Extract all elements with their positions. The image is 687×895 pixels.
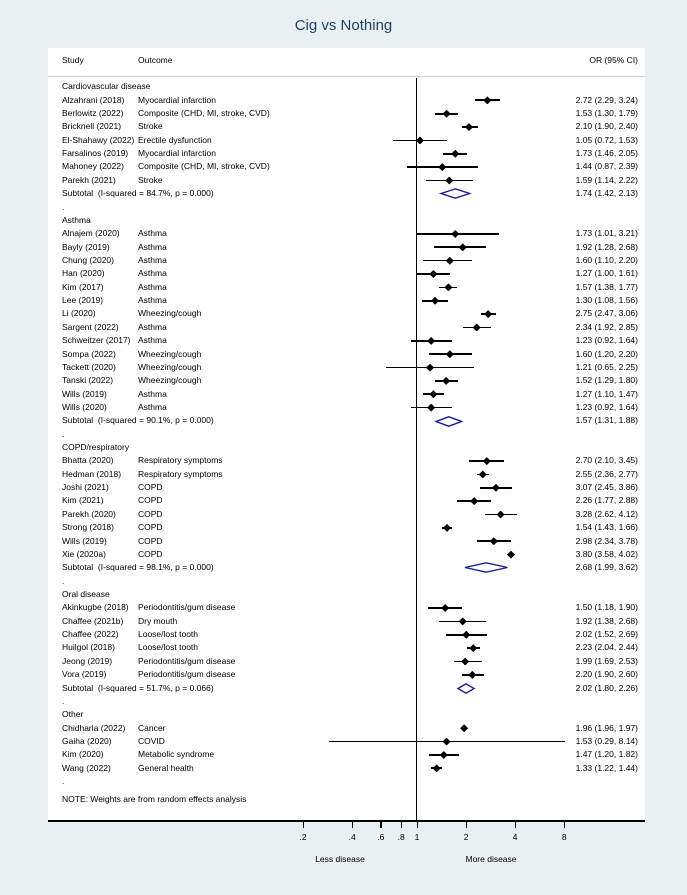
or-value: 1.23 (0.92, 1.64) <box>575 401 638 412</box>
study-row <box>48 107 645 120</box>
outcome-label: Myocardial infarction <box>138 94 216 105</box>
study-row <box>48 241 645 254</box>
point-estimate-marker <box>507 551 515 559</box>
outcome-label: COPD <box>138 482 163 493</box>
point-estimate-marker <box>429 390 437 398</box>
subtotal-label: Subtotal (I-squared = 98.1%, p = 0.000) <box>62 562 214 573</box>
study-row <box>48 348 645 361</box>
outcome-label: Wheezing/cough <box>138 361 202 372</box>
chart-title: Cig vs Nothing <box>294 17 393 34</box>
point-estimate-marker <box>451 230 459 238</box>
point-estimate-marker <box>479 470 487 478</box>
outcome-label: Periodontitis/gum disease <box>138 602 236 613</box>
point-estimate-marker <box>465 123 473 131</box>
study-row <box>48 334 645 347</box>
study-row <box>48 227 645 240</box>
study-row <box>48 628 645 641</box>
study-label: Tanski (2022) <box>62 375 114 386</box>
study-label: Tackett (2020) <box>62 361 116 372</box>
point-estimate-marker <box>427 337 435 345</box>
study-label: Chaffee (2021b) <box>62 615 124 626</box>
subtotal-label: Subtotal (I-squared = 51.7%, p = 0.066) <box>62 682 214 693</box>
study-row <box>48 615 645 628</box>
plot-area <box>48 48 645 822</box>
study-label: Joshi (2021) <box>62 482 109 493</box>
or-value: 1.23 (0.92, 1.64) <box>575 335 638 346</box>
separator-dot: . <box>62 201 65 212</box>
point-estimate-marker <box>470 497 478 505</box>
section-row <box>48 80 645 93</box>
point-estimate-marker <box>433 764 441 772</box>
or-value: 1.60 (1.10, 2.20) <box>575 255 638 265</box>
point-estimate-marker <box>497 511 505 519</box>
outcome-label: COPD <box>138 548 163 559</box>
outcome-label: Asthma <box>138 241 167 252</box>
study-row <box>48 401 645 414</box>
study-label: Farsalinos (2019) <box>62 148 129 159</box>
study-label: Wills (2019) <box>62 535 107 546</box>
study-label: Huilgol (2018) <box>62 642 115 653</box>
point-estimate-marker <box>431 297 439 305</box>
or-value: 2.98 (2.34, 3.78) <box>575 535 638 546</box>
study-label: Schweitzer (2017) <box>62 335 131 346</box>
point-estimate-marker <box>443 524 451 532</box>
or-value: 1.05 (0.72, 1.53) <box>575 134 638 145</box>
study-row <box>48 321 645 334</box>
point-estimate-marker <box>429 270 437 278</box>
dot-row <box>48 428 645 441</box>
point-estimate-marker <box>443 110 451 118</box>
study-label: Alnajem (2020) <box>62 228 120 239</box>
point-estimate-marker <box>468 671 476 679</box>
point-estimate-marker <box>440 751 448 759</box>
or-value: 2.20 (1.90, 2.60) <box>575 669 638 680</box>
point-estimate-marker <box>459 617 467 625</box>
or-value: 1.27 (1.00, 1.61) <box>575 268 638 279</box>
study-row <box>48 307 645 320</box>
x-axis-tick <box>564 822 565 828</box>
outcome-label: Asthma <box>138 401 167 412</box>
section-label: COPD/respiratory <box>62 442 130 453</box>
section-row <box>48 441 645 454</box>
point-estimate-marker <box>441 604 449 612</box>
point-estimate-marker <box>492 484 500 492</box>
or-value: 1.60 (1.20, 2.20) <box>575 348 638 359</box>
subtotal-label: Subtotal (I-squared = 90.1%, p = 0.000) <box>62 415 214 426</box>
study-label: Wills (2019) <box>62 388 107 399</box>
or-value: 1.53 (0.29, 8.14) <box>575 735 638 746</box>
study-row <box>48 134 645 147</box>
study-label: Bricknell (2021) <box>62 121 122 132</box>
outcome-label: COVID <box>138 735 165 746</box>
outcome-label: Asthma <box>138 295 167 306</box>
outcome-label: Metabolic syndrome <box>138 749 215 760</box>
study-label: Akinkugbe (2018) <box>62 602 129 613</box>
or-value: 1.57 (1.31, 1.88) <box>575 415 638 426</box>
section-label: Asthma <box>62 214 91 225</box>
x-axis-label-left: Less disease <box>315 854 365 864</box>
or-value: 1.30 (1.08, 1.56) <box>575 295 638 306</box>
study-row <box>48 668 645 681</box>
header-divider <box>48 76 645 77</box>
study-label: Wang (2022) <box>62 762 111 773</box>
study-label: Parekh (2020) <box>62 508 116 519</box>
dot-row <box>48 201 645 214</box>
point-estimate-marker <box>446 257 454 265</box>
study-label: Lee (2019) <box>62 295 104 306</box>
study-row <box>48 120 645 133</box>
point-estimate-marker <box>462 631 470 639</box>
or-value: 2.68 (1.99, 3.62) <box>575 562 638 573</box>
study-label: Wills (2020) <box>62 401 107 412</box>
point-estimate-marker <box>446 350 454 358</box>
study-row <box>48 94 645 107</box>
study-label: Jeong (2019) <box>62 655 113 666</box>
subtotal-row <box>48 682 645 695</box>
study-label: Li (2020) <box>62 308 96 319</box>
study-row <box>48 601 645 614</box>
or-value: 1.57 (1.38, 1.77) <box>575 281 638 292</box>
x-axis-tick-label: .4 <box>348 832 356 842</box>
study-row <box>48 655 645 668</box>
point-estimate-marker <box>426 364 434 372</box>
study-row <box>48 548 645 561</box>
study-row <box>48 641 645 654</box>
or-value: 3.28 (2.62, 4.12) <box>575 508 638 519</box>
study-row <box>48 481 645 494</box>
study-row <box>48 388 645 401</box>
outcome-label: Cancer <box>138 722 166 733</box>
point-estimate-marker <box>445 177 453 185</box>
section-row <box>48 708 645 721</box>
column-header-or: OR (95% CI) <box>589 55 638 65</box>
x-axis-tick-label: .8 <box>397 832 405 842</box>
or-value: 1.92 (1.28, 2.68) <box>575 241 638 252</box>
study-label: Strong (2018) <box>62 522 114 533</box>
x-axis-tick-label: 2 <box>463 832 469 842</box>
study-row <box>48 735 645 748</box>
or-value: 2.55 (2.36, 2.77) <box>575 468 638 479</box>
study-label: Kim (2020) <box>62 749 104 760</box>
study-row <box>48 254 645 267</box>
outcome-label: Asthma <box>138 335 167 346</box>
subtotal-diamond <box>434 416 464 427</box>
section-label: Other <box>62 709 84 720</box>
point-estimate-marker <box>469 644 477 652</box>
outcome-label: COPD <box>138 508 163 519</box>
study-row <box>48 521 645 534</box>
section-row <box>48 214 645 227</box>
outcome-label: General health <box>138 762 194 773</box>
subtotal-row <box>48 561 645 574</box>
study-label: Chidharla (2022) <box>62 722 126 733</box>
study-row <box>48 468 645 481</box>
study-row <box>48 147 645 160</box>
x-axis-tick-label: 4 <box>512 832 518 842</box>
point-estimate-marker <box>483 96 491 104</box>
point-estimate-marker <box>460 724 468 732</box>
outcome-label: Wheezing/cough <box>138 348 202 359</box>
section-label: Cardiovascular disease <box>62 81 151 92</box>
outcome-label: Asthma <box>138 388 167 399</box>
outcome-label: Myocardial infarction <box>138 148 216 159</box>
study-label: Mahoney (2022) <box>62 161 124 172</box>
analysis-note: NOTE: Weights are from random effects analysis <box>62 794 247 804</box>
point-estimate-marker <box>490 537 498 545</box>
or-value: 2.26 (1.77, 2.88) <box>575 495 638 506</box>
or-value: 1.53 (1.30, 1.79) <box>575 108 638 119</box>
separator-dot: . <box>62 575 65 586</box>
dot-row <box>48 695 645 708</box>
outcome-label: COPD <box>138 535 163 546</box>
point-estimate-marker <box>438 163 446 171</box>
outcome-label: Asthma <box>138 268 167 279</box>
outcome-label: Periodontitis/gum disease <box>138 655 236 666</box>
outcome-label: Stroke <box>138 174 163 185</box>
outcome-label: Asthma <box>138 321 167 332</box>
point-estimate-marker <box>451 150 459 158</box>
study-label: Hedman (2018) <box>62 468 122 479</box>
outcome-label: Respiratory symptoms <box>138 455 223 466</box>
x-axis-tick <box>380 822 381 828</box>
x-axis-tick-label: .2 <box>299 832 307 842</box>
x-axis-label-right: More disease <box>465 854 517 864</box>
or-value: 1.50 (1.18, 1.90) <box>575 602 638 613</box>
or-value: 3.80 (3.58, 4.02) <box>575 548 638 559</box>
study-row <box>48 160 645 173</box>
or-value: 2.23 (2.04, 2.44) <box>575 642 638 653</box>
point-estimate-marker <box>416 136 424 144</box>
study-label: Sargent (2022) <box>62 321 119 332</box>
section-label: Oral disease <box>62 589 110 599</box>
study-label: Bayly (2019) <box>62 241 110 252</box>
or-value: 1.44 (0.87, 2.39) <box>575 161 638 172</box>
separator-dot: . <box>62 428 65 439</box>
or-value: 3.07 (2.45, 3.86) <box>575 482 638 493</box>
or-value: 1.92 (1.38, 2.68) <box>575 615 638 626</box>
outcome-label: Wheezing/cough <box>138 308 202 319</box>
separator-dot: . <box>62 776 65 787</box>
column-header-study: Study <box>62 55 84 65</box>
study-label: Berlowitz (2022) <box>62 108 124 119</box>
outcome-label: Composite (CHD, MI, stroke, CVD) <box>138 161 270 172</box>
study-row <box>48 267 645 280</box>
or-value: 2.75 (2.47, 3.06) <box>575 308 638 319</box>
study-label: Vora (2019) <box>62 669 107 680</box>
study-label: Han (2020) <box>62 268 105 279</box>
outcome-label: Asthma <box>138 228 167 239</box>
study-label: Chung (2020) <box>62 255 114 265</box>
or-value: 1.73 (1.46, 2.05) <box>575 148 638 159</box>
outcome-label: Wheezing/cough <box>138 375 202 386</box>
x-axis-tick <box>401 822 402 828</box>
column-header-outcome: Outcome <box>138 55 173 65</box>
x-axis-tick <box>466 822 467 828</box>
x-axis-tick <box>515 822 516 828</box>
subtotal-diamond <box>463 562 509 573</box>
x-axis <box>48 822 645 894</box>
or-value: 2.72 (2.29, 3.24) <box>575 94 638 105</box>
study-row <box>48 748 645 761</box>
study-label: Bhatta (2020) <box>62 455 114 466</box>
study-row <box>48 722 645 735</box>
or-value: 1.33 (1.22, 1.44) <box>575 762 638 773</box>
dot-row <box>48 775 645 788</box>
study-label: Gaiha (2020) <box>62 735 112 746</box>
x-axis-tick <box>417 822 418 828</box>
subtotal-diamond <box>456 683 476 694</box>
x-axis-tick <box>303 822 304 828</box>
dot-row <box>48 575 645 588</box>
point-estimate-marker <box>459 243 467 251</box>
study-row <box>48 174 645 187</box>
study-row <box>48 294 645 307</box>
point-estimate-marker <box>442 377 450 385</box>
or-value: 1.47 (1.20, 1.82) <box>575 749 638 760</box>
or-value: 1.73 (1.01, 3.21) <box>575 228 638 239</box>
study-row <box>48 281 645 294</box>
outcome-label: Loose/lost tooth <box>138 642 199 653</box>
x-axis-tick-label: 8 <box>561 832 567 842</box>
study-row <box>48 494 645 507</box>
or-value: 2.02 (1.52, 2.69) <box>575 629 638 640</box>
study-label: Chaffee (2022) <box>62 629 119 640</box>
or-value: 1.54 (1.43, 1.66) <box>575 522 638 533</box>
subtotal-row <box>48 187 645 200</box>
study-row <box>48 454 645 467</box>
study-row <box>48 361 645 374</box>
or-value: 2.10 (1.90, 2.40) <box>575 121 638 132</box>
subtotal-label: Subtotal (I-squared = 84.7%, p = 0.000) <box>62 188 214 199</box>
or-value: 2.70 (2.10, 3.45) <box>575 455 638 466</box>
point-estimate-marker <box>443 738 451 746</box>
study-label: Xie (2020a) <box>62 548 106 559</box>
study-label: El-Shahawy (2022) <box>62 134 135 145</box>
point-estimate-marker <box>461 657 469 665</box>
point-estimate-marker <box>473 323 481 331</box>
or-value: 1.99 (1.69, 2.53) <box>575 655 638 666</box>
or-value: 2.34 (1.92, 2.85) <box>575 321 638 332</box>
outcome-label: Loose/lost tooth <box>138 629 199 640</box>
study-row <box>48 762 645 775</box>
or-value: 1.52 (1.29, 1.80) <box>575 375 638 386</box>
study-row <box>48 535 645 548</box>
outcome-label: Composite (CHD, MI, stroke, CVD) <box>138 108 270 119</box>
x-axis-tick-label: 1 <box>414 832 420 842</box>
outcome-label: COPD <box>138 495 163 506</box>
point-estimate-marker <box>444 283 452 291</box>
outcome-label: Respiratory symptoms <box>138 468 223 479</box>
outcome-label: Erectile dysfunction <box>138 134 212 145</box>
x-axis-tick <box>352 822 353 828</box>
point-estimate-marker <box>427 404 435 412</box>
or-value: 1.21 (0.65, 2.25) <box>575 361 638 372</box>
subtotal-diamond <box>439 188 472 199</box>
study-row <box>48 508 645 521</box>
study-label: Parekh (2021) <box>62 174 116 185</box>
point-estimate-marker <box>484 310 492 318</box>
separator-dot: . <box>62 695 65 706</box>
or-value: 1.27 (1.10, 1.47) <box>575 388 638 399</box>
outcome-label: Asthma <box>138 281 167 292</box>
section-row <box>48 588 645 601</box>
outcome-label: Stroke <box>138 121 163 132</box>
point-estimate-marker <box>483 457 491 465</box>
study-label: Kim (2021) <box>62 495 104 506</box>
outcome-label: COPD <box>138 522 163 533</box>
study-label: Kim (2017) <box>62 281 104 292</box>
subtotal-row <box>48 414 645 427</box>
x-axis-tick-label: .6 <box>377 832 385 842</box>
study-row <box>48 374 645 387</box>
or-value: 1.59 (1.14, 2.22) <box>575 174 638 185</box>
or-value: 2.02 (1.80, 2.26) <box>575 682 638 693</box>
study-label: Alzahrani (2018) <box>62 94 125 105</box>
outcome-label: Asthma <box>138 255 167 265</box>
outcome-label: Periodontitis/gum disease <box>138 669 236 680</box>
study-label: Sompa (2022) <box>62 348 116 359</box>
or-value: 1.74 (1.42, 2.13) <box>575 188 638 199</box>
outcome-label: Dry mouth <box>138 615 178 626</box>
or-value: 1.96 (1.96, 1.97) <box>575 722 638 733</box>
